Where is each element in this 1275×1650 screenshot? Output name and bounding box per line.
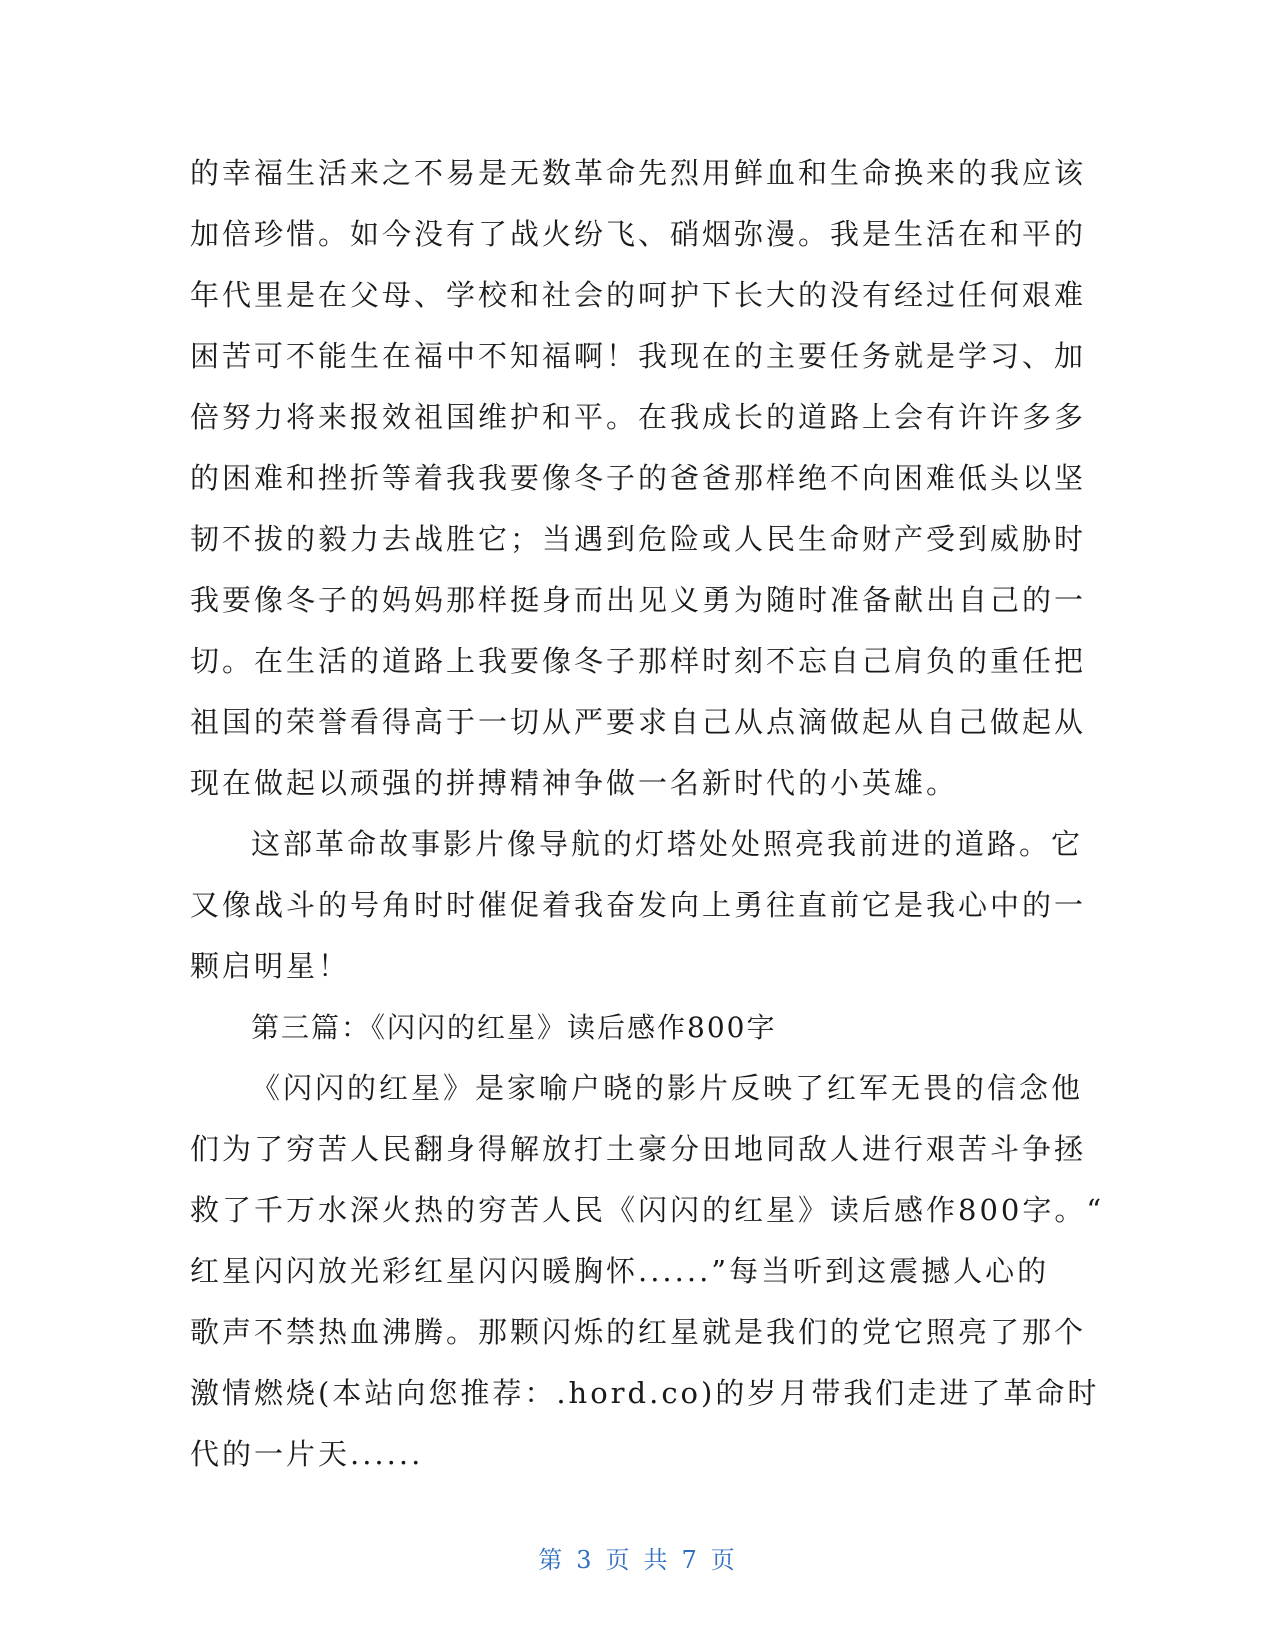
footer-label-page: 第	[538, 1546, 565, 1574]
text-line: 困苦可不能生在福中不知福啊！我现在的主要任务就是学习、加	[190, 339, 1087, 373]
footer-total-pages: 7	[681, 1546, 699, 1574]
text-line: 激情燃烧(本站向您推荐：.hord.co)的岁月带我们走进了革命时	[190, 1376, 1100, 1410]
text-line: 代的一片天......	[190, 1437, 424, 1471]
text-line: 我要像冬子的妈妈那样挺身而出见义勇为随时准备献出自己的一	[190, 583, 1087, 617]
footer-label-ye: 页	[605, 1546, 632, 1574]
text-line: 倍努力将来报效祖国维护和平。在我成长的道路上会有许许多多	[190, 400, 1087, 434]
section-heading: 第三篇：《闪闪的红星》读后感作800字	[251, 1011, 777, 1044]
footer-label-ye2: 页	[710, 1546, 737, 1574]
text-line: 《闪闪的红星》是家喻户晓的影片反映了红军无畏的信念他	[251, 1071, 1084, 1105]
text-line: 颗启明星！	[190, 949, 351, 983]
text-line: 歌声不禁热血沸腾。那颗闪烁的红星就是我们的党它照亮了那个	[190, 1315, 1087, 1349]
text-line: 祖国的荣誉看得高于一切从严要求自己从点滴做起从自己做起从	[190, 705, 1087, 739]
text-line: 切。在生活的道路上我要像冬子那样时刻不忘自己肩负的重任把	[190, 644, 1087, 678]
text-line: 的困难和挫折等着我我要像冬子的爸爸那样绝不向困难低头以坚	[190, 461, 1087, 495]
text-line: 们为了穷苦人民翻身得解放打土豪分田地同敌人进行艰苦斗争拯	[190, 1132, 1087, 1166]
page-footer	[0, 1540, 1275, 1575]
text-line: 现在做起以顽强的拼搏精神争做一名新时代的小英雄。	[190, 766, 959, 800]
text-line: 红星闪闪放光彩红星闪闪暖胸怀......”每当听到这震撼人心的	[190, 1254, 1050, 1288]
text-line: 救了千万水深火热的穷苦人民《闪闪的红星》读后感作800字。“	[190, 1193, 1105, 1227]
text-line: 韧不拔的毅力去战胜它；当遇到危险或人民生命财产受到威胁时	[190, 522, 1087, 556]
text-line: 加倍珍惜。如今没有了战火纷飞、硝烟弥漫。我是生活在和平的	[190, 217, 1087, 251]
text-line: 又像战斗的号角时时催促着我奋发向上勇往直前它是我心中的一	[190, 888, 1087, 922]
text-line: 这部革命故事影片像导航的灯塔处处照亮我前进的道路。它	[251, 827, 1084, 861]
footer-label-total: 共	[643, 1546, 670, 1574]
document-body	[190, 143, 1105, 1485]
text-line: 的幸福生活来之不易是无数革命先烈用鲜血和生命换来的我应该	[190, 156, 1087, 190]
footer-current-page: 3	[576, 1546, 594, 1574]
text-line: 年代里是在父母、学校和社会的呵护下长大的没有经过任何艰难	[190, 278, 1087, 312]
